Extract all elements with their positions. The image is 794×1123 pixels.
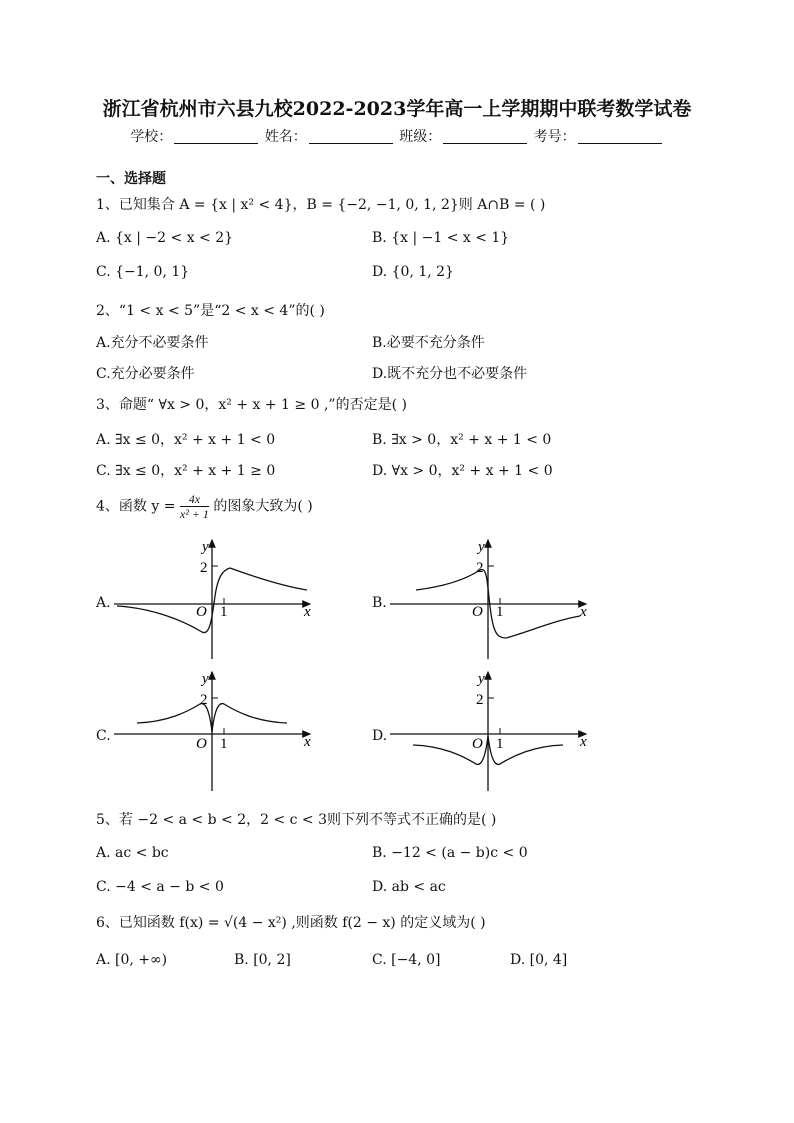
graph-c[interactable] xyxy=(112,668,312,793)
class-blank[interactable] xyxy=(443,128,527,144)
class-label: 班级： xyxy=(399,129,442,145)
x-label: x xyxy=(580,734,587,750)
graph-a[interactable] xyxy=(112,536,312,661)
question-1-stem: 1、已知集合 A = {x | x² < 4}，B = {−2, −1, 0, 1, 2}则 A∩B = ( ) xyxy=(96,197,546,213)
one-label: 1 xyxy=(220,604,228,620)
question-4-option-b[interactable]: B. xyxy=(372,595,387,611)
two-label: 2 xyxy=(476,560,484,576)
fraction-denominator: x² + 1 xyxy=(179,507,209,521)
question-3-option-d[interactable]: D. ∀x > 0，x² + x + 1 < 0 xyxy=(372,463,553,479)
two-label: 2 xyxy=(476,692,484,708)
name-label: 姓名： xyxy=(264,129,307,145)
question-5-option-a[interactable]: A. ac < bc xyxy=(96,845,169,861)
one-label: 1 xyxy=(496,736,504,752)
question-4-suffix: 的图象大致为( ) xyxy=(213,498,313,515)
origin-label: O xyxy=(472,604,483,620)
question-5-option-d[interactable]: D. ab < ac xyxy=(372,879,446,895)
question-3-option-b[interactable]: B. ∃x > 0，x² + x + 1 < 0 xyxy=(372,432,552,448)
two-label: 2 xyxy=(200,560,208,576)
question-6-option-a[interactable]: A. [0, +∞) xyxy=(96,952,168,968)
name-blank[interactable] xyxy=(309,128,393,144)
question-6-stem: 6、已知函数 f(x) = √(4 − x²) ,则函数 f(2 − x) 的定义域为( ) xyxy=(96,915,486,931)
question-4-option-d[interactable]: D. xyxy=(372,728,388,744)
y-label: y xyxy=(202,671,209,687)
question-4-prefix: 4、函数 y = xyxy=(96,498,176,515)
fraction-numerator: 4x xyxy=(180,492,209,507)
school-label: 学校： xyxy=(130,129,173,145)
x-label: x xyxy=(304,734,311,750)
question-2-stem: 2、“1 < x < 5”是“2 < x < 4”的( ) xyxy=(96,303,325,319)
one-label: 1 xyxy=(496,604,504,620)
y-label: y xyxy=(478,539,485,555)
question-2-option-a[interactable]: A.充分不必要条件 xyxy=(96,335,209,351)
question-1-option-a[interactable]: A. {x | −2 < x < 2} xyxy=(96,230,234,246)
graph-d[interactable] xyxy=(388,668,588,793)
origin-label: O xyxy=(196,736,207,752)
question-4-fraction xyxy=(180,492,209,521)
question-5-option-c[interactable]: C. −4 < a − b < 0 xyxy=(96,879,224,895)
origin-label: O xyxy=(196,604,207,620)
question-6-option-b[interactable]: B. [0, 2] xyxy=(234,952,291,968)
question-5-option-b[interactable]: B. −12 < (a − b)c < 0 xyxy=(372,845,528,861)
question-3-option-a[interactable]: A. ∃x ≤ 0，x² + x + 1 < 0 xyxy=(96,432,276,448)
y-label: y xyxy=(478,671,485,687)
graph-b[interactable] xyxy=(388,536,588,661)
question-1-option-d[interactable]: D. {0, 1, 2} xyxy=(372,264,454,280)
question-1-option-c[interactable]: C. {−1, 0, 1} xyxy=(96,264,190,280)
one-label: 1 xyxy=(220,736,228,752)
question-2-option-b[interactable]: B.必要不充分条件 xyxy=(372,335,485,351)
x-label: x xyxy=(580,604,587,620)
question-1-option-b[interactable]: B. {x | −1 < x < 1} xyxy=(372,230,510,246)
school-blank[interactable] xyxy=(174,128,258,144)
x-label: x xyxy=(304,604,311,620)
question-6-option-c[interactable]: C. [−4, 0] xyxy=(372,952,441,968)
section-heading: 一、选择题 xyxy=(96,171,166,187)
question-2-option-c[interactable]: C.充分必要条件 xyxy=(96,366,195,382)
question-2-option-d[interactable]: D.既不充分也不必要条件 xyxy=(372,366,528,382)
question-4-option-a[interactable]: A. xyxy=(96,595,111,611)
two-label: 2 xyxy=(200,692,208,708)
question-3-stem: 3、命题“ ∀x > 0，x² + x + 1 ≥ 0 ,”的否定是( ) xyxy=(96,397,407,413)
exam-number-label: 考号： xyxy=(533,129,576,145)
student-info-line xyxy=(0,126,794,146)
origin-label: O xyxy=(472,736,483,752)
page-title: 浙江省杭州市六县九校2022-2023学年高一上学期期中联考数学试卷 xyxy=(102,98,692,120)
question-5-stem: 5、若 −2 < a < b < 2，2 < c < 3则下列不等式不正确的是( ) xyxy=(96,812,497,828)
question-4-stem xyxy=(96,492,313,521)
question-6-option-d[interactable]: D. [0, 4] xyxy=(510,952,568,968)
y-label: y xyxy=(202,539,209,555)
question-4-option-c[interactable]: C. xyxy=(96,728,111,744)
exam-number-blank[interactable] xyxy=(578,128,662,144)
question-3-option-c[interactable]: C. ∃x ≤ 0，x² + x + 1 ≥ 0 xyxy=(96,463,276,479)
